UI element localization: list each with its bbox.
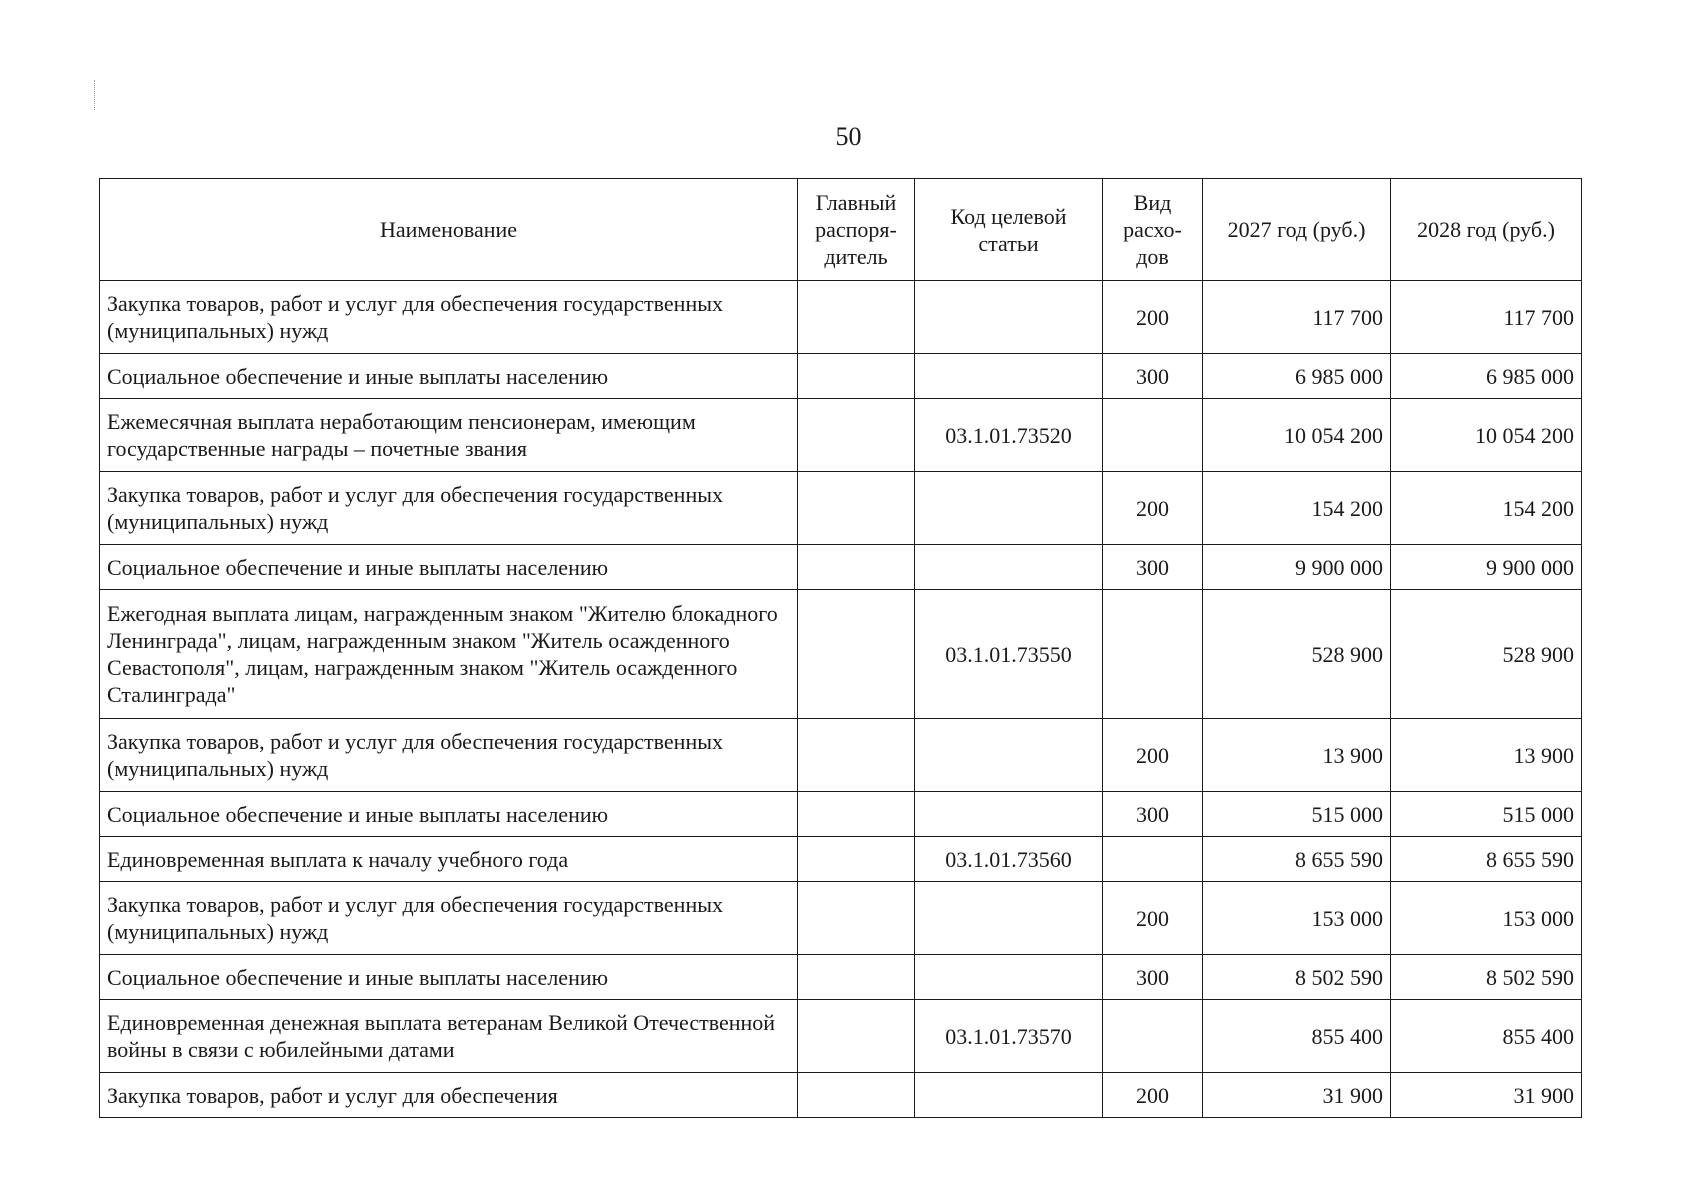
row-2027: 515 000 bbox=[1203, 792, 1391, 837]
row-2028: 8 655 590 bbox=[1391, 837, 1582, 882]
row-type: 200 bbox=[1103, 281, 1203, 354]
row-type: 200 bbox=[1103, 882, 1203, 955]
row-type: 200 bbox=[1103, 472, 1203, 545]
header-name: Наименование bbox=[100, 179, 798, 281]
row-2028: 154 200 bbox=[1391, 472, 1582, 545]
row-name: Закупка товаров, работ и услуг для обеспечения государственных (муниципальных) нужд bbox=[100, 281, 798, 354]
table-row bbox=[100, 837, 1582, 882]
header-manager: Главный распоря-дитель bbox=[798, 179, 915, 281]
row-code: 03.1.01.73560 bbox=[915, 837, 1103, 882]
row-2028: 10 054 200 bbox=[1391, 399, 1582, 472]
table-row bbox=[100, 1000, 1582, 1073]
row-2027: 117 700 bbox=[1203, 281, 1391, 354]
row-code: 03.1.01.73550 bbox=[915, 590, 1103, 719]
row-manager bbox=[798, 837, 915, 882]
table-row bbox=[100, 719, 1582, 792]
row-manager bbox=[798, 1073, 915, 1118]
row-manager bbox=[798, 354, 915, 399]
row-type: 200 bbox=[1103, 1073, 1203, 1118]
row-name: Закупка товаров, работ и услуг для обеспечения государственных (муниципальных) нужд bbox=[100, 719, 798, 792]
row-manager bbox=[798, 472, 915, 545]
page-number: 50 bbox=[835, 122, 862, 151]
row-manager bbox=[798, 955, 915, 1000]
table-row bbox=[100, 472, 1582, 545]
row-name: Закупка товаров, работ и услуг для обеспечения государственных (муниципальных) нужд bbox=[100, 472, 798, 545]
row-2028: 153 000 bbox=[1391, 882, 1582, 955]
row-manager bbox=[798, 545, 915, 590]
row-code bbox=[915, 472, 1103, 545]
row-type: 300 bbox=[1103, 354, 1203, 399]
row-2027: 13 900 bbox=[1203, 719, 1391, 792]
table-row bbox=[100, 955, 1582, 1000]
row-manager bbox=[798, 399, 915, 472]
table-row bbox=[100, 590, 1582, 719]
row-2028: 117 700 bbox=[1391, 281, 1582, 354]
row-name: Ежегодная выплата лицам, награжденным знаком "Жителю блокадного Ленинграда", лицам, награжденным знаком "Житель осажденного Севастополя", лицам, награжденным знаком "Житель осажденного Сталинграда" bbox=[100, 590, 798, 719]
budget-table bbox=[99, 178, 1582, 1118]
row-code bbox=[915, 354, 1103, 399]
row-name: Социальное обеспечение и иные выплаты населению bbox=[100, 545, 798, 590]
row-manager bbox=[798, 719, 915, 792]
table-row bbox=[100, 354, 1582, 399]
row-name: Социальное обеспечение и иные выплаты населению bbox=[100, 354, 798, 399]
row-name: Ежемесячная выплата неработающим пенсионерам, имеющим государственные награды – почетные звания bbox=[100, 399, 798, 472]
row-2028: 528 900 bbox=[1391, 590, 1582, 719]
row-2027: 6 985 000 bbox=[1203, 354, 1391, 399]
row-2027: 153 000 bbox=[1203, 882, 1391, 955]
row-type: 300 bbox=[1103, 545, 1203, 590]
row-name: Социальное обеспечение и иные выплаты населению bbox=[100, 955, 798, 1000]
row-manager bbox=[798, 792, 915, 837]
row-type bbox=[1103, 590, 1203, 719]
header-2027: 2027 год (руб.) bbox=[1203, 179, 1391, 281]
header-code: Код целевой статьи bbox=[915, 179, 1103, 281]
row-type bbox=[1103, 399, 1203, 472]
table-row bbox=[100, 792, 1582, 837]
row-2028: 6 985 000 bbox=[1391, 354, 1582, 399]
header-2028: 2028 год (руб.) bbox=[1391, 179, 1582, 281]
row-code bbox=[915, 955, 1103, 1000]
row-2028: 9 900 000 bbox=[1391, 545, 1582, 590]
row-code: 03.1.01.73570 bbox=[915, 1000, 1103, 1073]
row-type: 300 bbox=[1103, 792, 1203, 837]
row-code bbox=[915, 545, 1103, 590]
row-2027: 528 900 bbox=[1203, 590, 1391, 719]
row-2027: 855 400 bbox=[1203, 1000, 1391, 1073]
row-2028: 8 502 590 bbox=[1391, 955, 1582, 1000]
row-name: Единовременная выплата к началу учебного года bbox=[100, 837, 798, 882]
row-code bbox=[915, 281, 1103, 354]
row-2028: 515 000 bbox=[1391, 792, 1582, 837]
row-2027: 8 502 590 bbox=[1203, 955, 1391, 1000]
row-code bbox=[915, 882, 1103, 955]
row-code bbox=[915, 792, 1103, 837]
row-2027: 9 900 000 bbox=[1203, 545, 1391, 590]
row-2027: 10 054 200 bbox=[1203, 399, 1391, 472]
row-2028: 855 400 bbox=[1391, 1000, 1582, 1073]
row-type: 300 bbox=[1103, 955, 1203, 1000]
row-2028: 13 900 bbox=[1391, 719, 1582, 792]
row-2027: 31 900 bbox=[1203, 1073, 1391, 1118]
row-type bbox=[1103, 1000, 1203, 1073]
table-row bbox=[100, 281, 1582, 354]
row-code bbox=[915, 719, 1103, 792]
row-type bbox=[1103, 837, 1203, 882]
row-name: Закупка товаров, работ и услуг для обеспечения bbox=[100, 1073, 798, 1118]
row-manager bbox=[798, 590, 915, 719]
table-row bbox=[100, 882, 1582, 955]
row-manager bbox=[798, 882, 915, 955]
table-row bbox=[100, 399, 1582, 472]
header-type: Вид расхо-дов bbox=[1103, 179, 1203, 281]
row-code bbox=[915, 1073, 1103, 1118]
table-header-row bbox=[100, 179, 1582, 281]
row-manager bbox=[798, 281, 915, 354]
row-type: 200 bbox=[1103, 719, 1203, 792]
row-2027: 8 655 590 bbox=[1203, 837, 1391, 882]
scan-artifact bbox=[94, 80, 99, 110]
row-2027: 154 200 bbox=[1203, 472, 1391, 545]
table-row bbox=[100, 545, 1582, 590]
row-name: Социальное обеспечение и иные выплаты населению bbox=[100, 792, 798, 837]
row-name: Закупка товаров, работ и услуг для обеспечения государственных (муниципальных) нужд bbox=[100, 882, 798, 955]
row-manager bbox=[798, 1000, 915, 1073]
row-name: Единовременная денежная выплата ветеранам Великой Отечественной войны в связи с юбилейными датами bbox=[100, 1000, 798, 1073]
row-code: 03.1.01.73520 bbox=[915, 399, 1103, 472]
row-2028: 31 900 bbox=[1391, 1073, 1582, 1118]
table-row bbox=[100, 1073, 1582, 1118]
